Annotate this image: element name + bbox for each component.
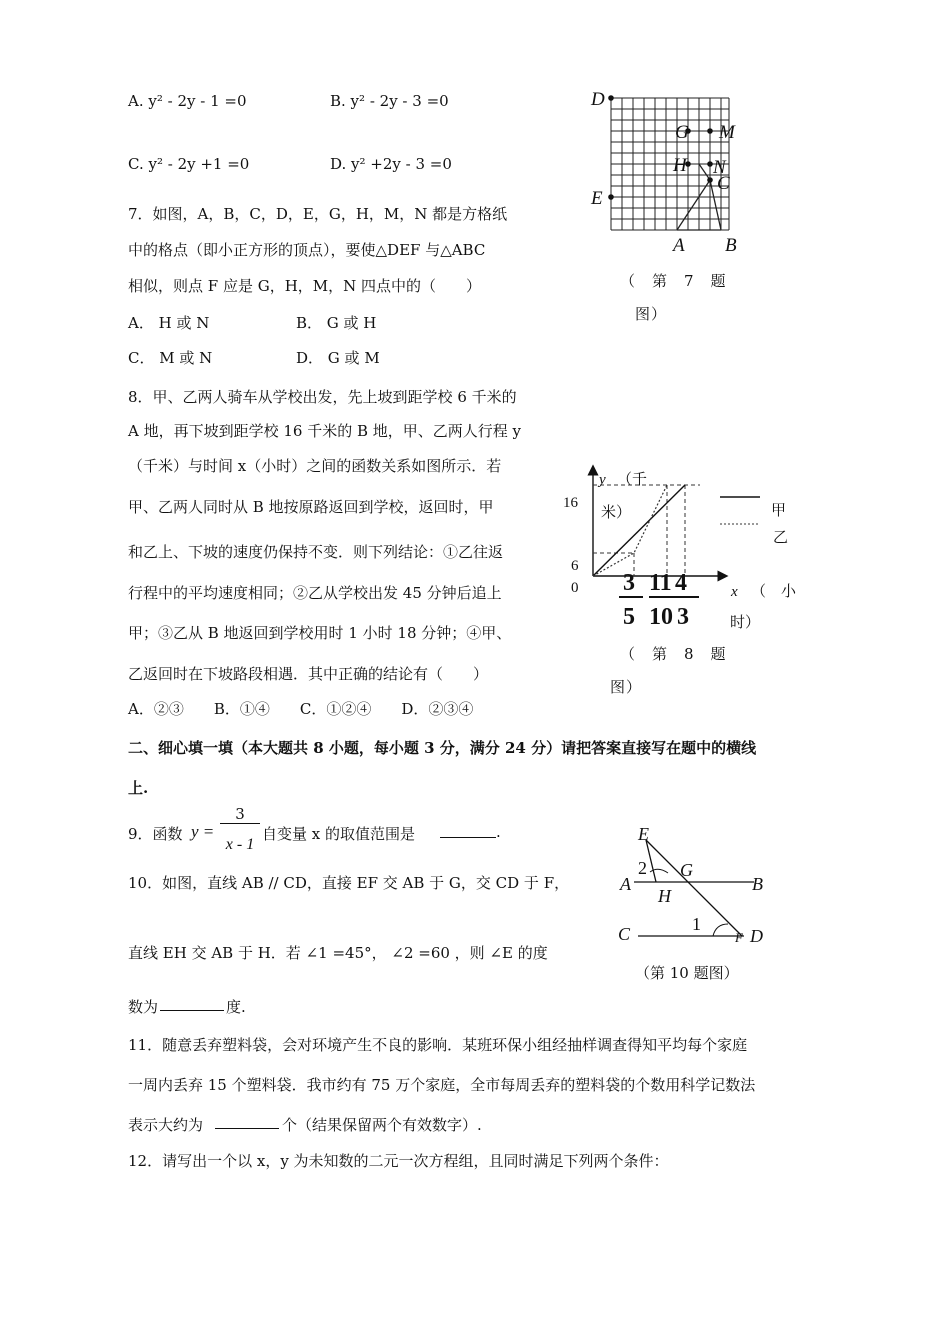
- q7-caption-line1: （ 第 7 题: [620, 272, 727, 290]
- q6-option-c: C. y² - 2y +1 =0: [128, 155, 250, 173]
- q12-line1: 12．请写出一个以 x，y 为未知数的二元一次方程组，且同时满足下列两个条件：: [128, 1152, 669, 1170]
- q7-option-a: A． H 或 N: [128, 314, 210, 332]
- q7-option-b: B． G 或 H: [296, 314, 377, 332]
- fig10-label-d: D: [750, 926, 763, 946]
- point-label-h: H: [673, 155, 687, 176]
- q10-caption: （第 10 题图）: [635, 964, 739, 982]
- q8-caption-line2: 图）: [610, 678, 643, 696]
- y-axis-unit-b: 米）: [601, 505, 632, 521]
- q6-option-d: D. y² +2y - 3 =0: [330, 155, 452, 173]
- q11-line3-suffix: 个（结果保留两个有效数字）.: [282, 1116, 482, 1134]
- y-axis-unit-a: （千: [617, 472, 648, 488]
- point-label-c: C: [717, 173, 730, 194]
- q11-answer-blank: [215, 1114, 279, 1133]
- q7-option-d: D． G 或 M: [296, 349, 380, 367]
- fig10-label-a: A: [620, 874, 631, 894]
- tick-6: 6: [571, 558, 579, 574]
- frac2-den: 10: [649, 604, 673, 630]
- q8-options: A．②③ B．①④ C．①②④ D．②③④: [128, 700, 474, 718]
- q8-line8: 乙返回时在下坡路段相遇．其中正确的结论有（ ）: [128, 665, 489, 683]
- fig10-angle-2: 2: [638, 858, 647, 878]
- q11-line3-prefix: 表示大约为: [128, 1116, 204, 1134]
- point-label-m: M: [719, 122, 735, 143]
- q9-end: .: [496, 823, 501, 841]
- tick-origin: 0: [571, 580, 579, 596]
- q7-caption-line2: 图）: [635, 305, 668, 323]
- point-label-b: B: [725, 235, 737, 256]
- q8-line3: （千米）与时间 x（小时）之间的函数关系如图所示．若: [128, 457, 502, 475]
- line-eh: [646, 840, 656, 882]
- x-axis-unit-a: （ 小: [751, 584, 797, 600]
- point-label-n: N: [713, 157, 726, 178]
- q9-prefix: 9．函数: [128, 825, 183, 843]
- frac2-num: 11: [649, 570, 672, 596]
- point-label-a: A: [673, 235, 685, 256]
- x-fraction-ticks: [619, 570, 699, 630]
- q8-caption-line1: （ 第 8 题: [620, 645, 727, 663]
- q7-line2: 中的格点（即小正方形的顶点），要使△DEF 与△ABC: [128, 241, 486, 259]
- q11-line1: 11．随意丢弃塑料袋，会对环境产生不良的影响．某班环保小组经抽样调查得知平均每个家庭: [128, 1036, 748, 1054]
- frac1-num: 3: [623, 570, 635, 596]
- x-axis-label: x: [731, 584, 738, 600]
- q8-line6: 行程中的平均速度相同；②乙从学校出发 45 分钟后追上: [128, 584, 502, 602]
- fig10-label-h: H: [658, 886, 671, 906]
- q8-travel-graph: [555, 460, 805, 640]
- series-yi-line: [593, 485, 667, 576]
- q8-line2: A 地，再下坡到距学校 16 千米的 B 地，甲、乙两人行程 y: [128, 422, 522, 440]
- point-label-g: G: [675, 122, 689, 143]
- q8-line4: 甲、乙两人同时从 B 地按原路返回到学校，返回时，甲: [128, 498, 494, 516]
- fig10-label-f: F: [735, 930, 743, 945]
- series-jia-line: [593, 485, 685, 576]
- fig10-label-e: E: [638, 824, 649, 844]
- point-label-e: E: [591, 188, 603, 209]
- q10-line2: 直线 EH 交 AB 于 H．若 ∠1 =45°， ∠2 =60 ，则 ∠E 的度: [128, 944, 548, 962]
- section-2-heading: 二、细心填一填（本大题共 8 小题，每小题 3 分，满分 24 分）请把答案直接写在题中的横线: [128, 739, 757, 757]
- q10-line3-prefix: 数为: [128, 998, 159, 1016]
- point-label-d: D: [591, 89, 605, 110]
- tick-16: 16: [563, 495, 578, 511]
- q8-line5: 和乙上、下坡的速度仍保持不变．则下列结论：①乙往返: [128, 543, 504, 561]
- legend-yi-label: 乙: [773, 530, 789, 546]
- grid-points: [608, 95, 713, 200]
- y-axis-label: y: [599, 472, 606, 488]
- q7-grid-figure: [585, 85, 755, 260]
- q10-parallel-lines-figure: [610, 820, 780, 955]
- fig10-label-g: G: [680, 860, 693, 880]
- x-axis-unit-b: 时）: [730, 615, 761, 631]
- q10-line3-suffix: 度.: [226, 998, 246, 1016]
- fig10-angle-1: 1: [692, 914, 701, 934]
- q7-option-c: C． M 或 N: [128, 349, 213, 367]
- q10-answer-blank: [160, 996, 224, 1015]
- q9-suffix: 自变量 x 的取值范围是: [262, 825, 415, 843]
- fig10-label-b: B: [752, 874, 763, 894]
- q10-line1: 10．如图，直线 AB // CD，直接 EF 交 AB 于 G，交 CD 于 F，: [128, 874, 570, 892]
- guide-lines: [593, 485, 700, 576]
- frac3-den: 3: [677, 604, 689, 630]
- frac3-num: 4: [675, 570, 687, 596]
- q7-line1: 7．如图，A，B，C，D，E，G，H，M，N 都是方格纸: [128, 205, 508, 223]
- frac1-den: 5: [623, 604, 635, 630]
- section-2-heading-cont: 上.: [128, 779, 149, 797]
- q6-option-b: B. y² - 2y - 3 =0: [330, 92, 449, 110]
- q6-option-a: A. y² - 2y - 1 =0: [128, 92, 247, 110]
- q7-line3: 相似，则点 F 应是 G，H，M，N 四点中的（ ）: [128, 277, 482, 295]
- q9-fraction-numerator: 3: [220, 805, 260, 824]
- legend-jia-label: 甲: [771, 503, 787, 519]
- q9-fraction-denominator: x - 1: [225, 836, 255, 853]
- q8-line1: 8．甲、乙两人骑车从学校出发，先上坡到距学校 6 千米的: [128, 388, 517, 406]
- q9-answer-blank: [440, 823, 496, 842]
- q11-line2: 一周内丢弃 15 个塑料袋．我市约有 75 万个家庭，全市每周丢弃的塑料袋的个数用科学记数法: [128, 1076, 756, 1094]
- fig10-label-c: C: [618, 924, 631, 944]
- angle-1-arc: [713, 924, 728, 936]
- q8-line7: 甲；③乙从 B 地返回到学校用时 1 小时 18 分钟；④甲、: [128, 624, 512, 642]
- q9-func-y: y =: [191, 822, 215, 841]
